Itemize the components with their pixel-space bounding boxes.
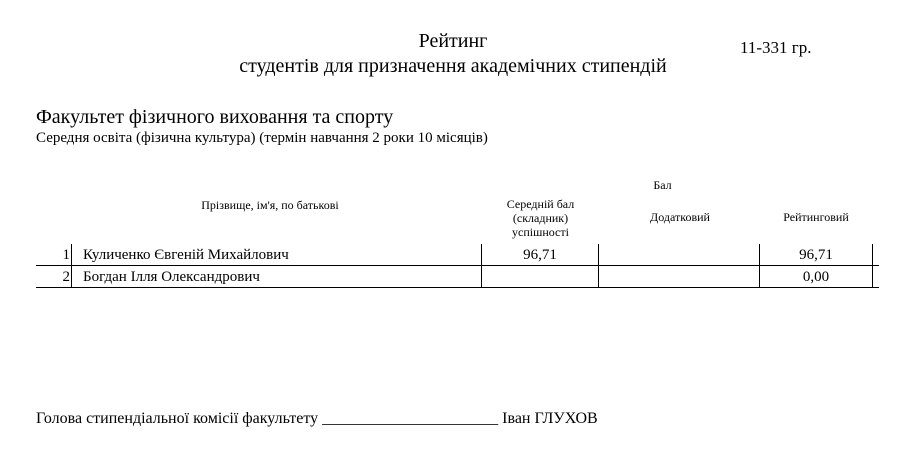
rating-score: 96,71	[799, 247, 833, 263]
header-rating: Рейтинговий	[783, 210, 849, 224]
additional-score	[600, 266, 760, 288]
table-row	[36, 266, 879, 288]
average-score: 96,71	[523, 247, 557, 263]
table-bottom-border	[36, 287, 879, 288]
row-number: 2	[62, 269, 70, 285]
column-divider	[598, 244, 599, 287]
header-additional: Додатковий	[650, 210, 710, 224]
group-label: 11-331 гр.	[740, 38, 812, 57]
additional-score	[600, 244, 760, 266]
document-title: Рейтинг	[418, 30, 488, 52]
student-name: Куличенко Євгеній Михайлович	[83, 247, 289, 263]
header-score-group: Бал	[653, 178, 672, 192]
column-divider	[872, 244, 873, 287]
table-row	[36, 244, 879, 266]
header-average: Середній бал (складник) успішності	[506, 197, 575, 239]
signer-name: Іван ГЛУХОВ	[502, 410, 598, 427]
column-divider	[481, 244, 482, 287]
faculty-name: Факультет фізичного виховання та спорту	[36, 106, 394, 128]
column-divider	[759, 244, 760, 287]
signature-label: Голова стипендіальної комісії факультету	[36, 410, 319, 427]
column-divider	[71, 244, 72, 287]
program-name: Середня освіта (фізична культура) (термін навчання 2 роки 10 місяців)	[36, 130, 488, 146]
document-subtitle: студентів для призначення академічних стипендій	[239, 55, 667, 77]
student-name: Богдан Ілля Олександрович	[83, 269, 260, 285]
average-score	[483, 266, 597, 288]
row-number: 1	[62, 247, 70, 263]
signature-line: ______________________	[322, 410, 499, 427]
rating-score: 0,00	[802, 269, 830, 285]
row-divider	[36, 265, 879, 266]
header-name: Прізвище, ім'я, по батькові	[201, 198, 339, 212]
signature-block	[36, 410, 598, 428]
